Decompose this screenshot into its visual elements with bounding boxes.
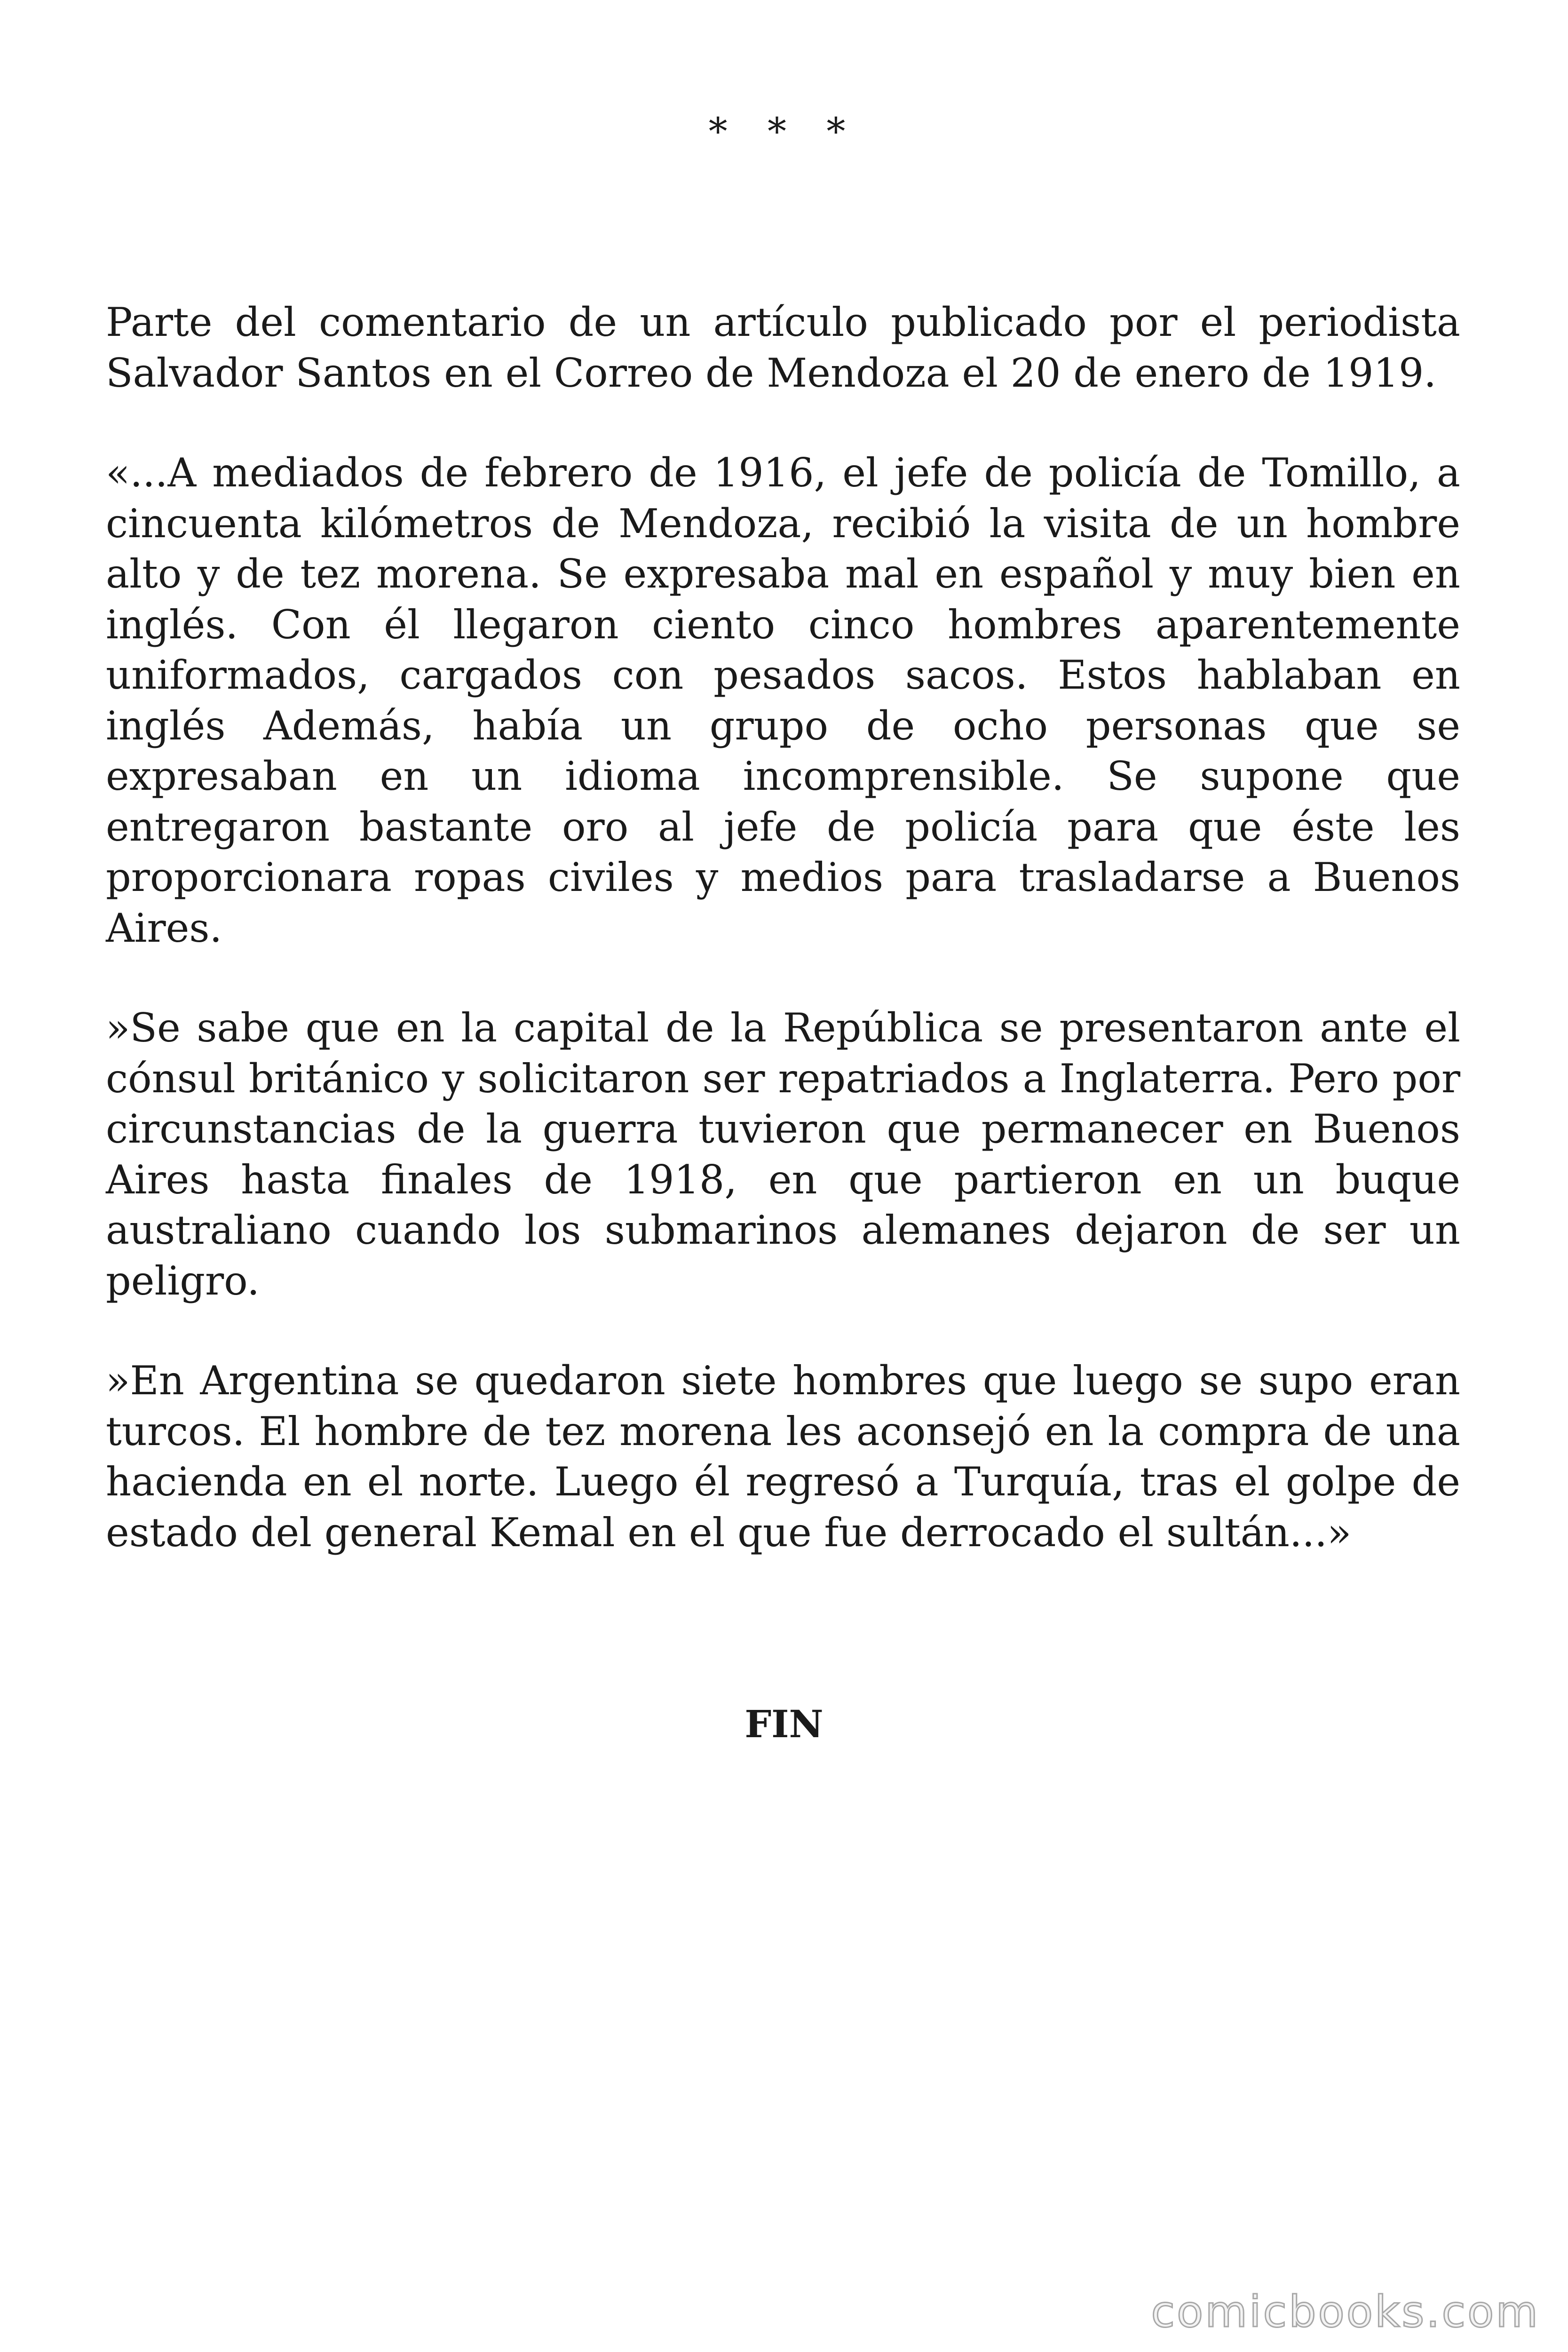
body-text: [106, 297, 1460, 1607]
paragraph-quote-3: »En Argentina se quedaron siete hombres que luego se supo eran turcos. El hombre de tez morena les aconsejó en la compra de una hacienda en el norte. Luego él regresó a Turquía, tras el golpe de estado del general Kemal en el que fue derrocado el sultán...»: [106, 1358, 1460, 1556]
watermark: comicbooks.com: [1151, 2287, 1540, 2337]
section-separator: * * *: [708, 110, 860, 153]
paragraph-quote-2: »Se sabe que en la capital de la República se presentaron ante el cónsul británico y solicitaron ser repatriados a Inglaterra. Pero por circunstancias de la guerra tuvieron que permanecer en Buenos Aires hasta finales de 1918, en que partieron en un buque australiano cuando los submarinos alemanes dejaron de ser un peligro.: [106, 1005, 1460, 1304]
paragraph-quote-1: «...A mediados de febrero de 1916, el jefe de policía de Tomillo, a cincuenta kilómetros de Mendoza, recibió la visita de un hombre alto y de tez morena. Se expresaba mal en español y muy bien en inglés. Con él llegaron ciento cinco hombres aparentemente uniformados, cargados con pesados sacos. Estos hablaban en inglés Además, había un grupo de ocho personas que se expresaban en un idioma incomprensible. Se supone que entregaron bastante oro al jefe de policía para que éste les proporcionara ropas civiles y medios para trasladarse a Buenos Aires.: [106, 450, 1460, 951]
end-marker: FIN: [744, 1702, 824, 1746]
paragraph-intro: Parte del comentario de un artículo publicado por el periodista Salvador Santos en el Correo de Mendoza el 20 de enero de 1919.: [106, 299, 1460, 396]
